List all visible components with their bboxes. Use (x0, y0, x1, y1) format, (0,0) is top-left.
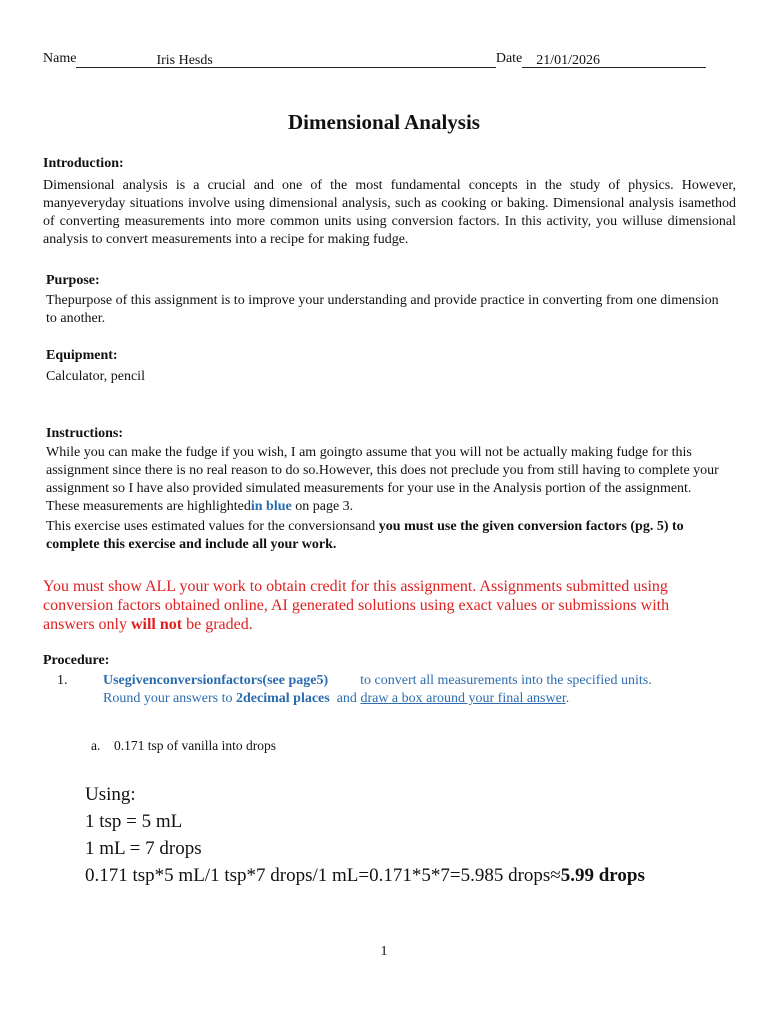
grading-warning (43, 577, 703, 634)
instructions-paragraph-1 (46, 444, 726, 516)
introduction-heading: Introduction: (43, 156, 124, 171)
purpose-heading: Purpose: (46, 273, 100, 288)
warning-bold: will not (130, 616, 183, 633)
instructions-heading: Instructions: (46, 426, 124, 441)
sub-item-letter: a. (91, 738, 101, 753)
name-value: Iris Hesds (156, 53, 213, 68)
work-calculation (85, 862, 645, 889)
period: . (565, 691, 570, 706)
name-blank-right (213, 52, 496, 68)
page-title: Dimensional Analysis (288, 110, 480, 134)
name-label: Name (43, 51, 77, 66)
date-label: Date (495, 51, 523, 66)
calculation-text: 0.171 tsp*5 mL/1 tsp*7 drops/1 mL=0.171*5*7=5.985 drops≈ (85, 865, 561, 886)
warning-text-end: be graded. (182, 616, 253, 633)
procedure-step-number: 1. (57, 673, 68, 688)
instructions-text-end: on page 3. (291, 499, 354, 514)
procedure-heading: Procedure: (43, 653, 110, 668)
purpose-text: Thepurpose of this assignment is to improve your understanding and provide practice in converting from one dimension to another. (46, 293, 719, 326)
name-blank-left (76, 52, 156, 68)
decimal-places-bold: 2decimal places (236, 691, 330, 706)
date-blank-left (522, 52, 536, 68)
procedure-step-bold: Usegivenconversionfactors(see page5) (103, 673, 329, 688)
instructions-note-bold: you must use the given conversion factors (pg. 5) to complete this exercise and include all your work. (46, 519, 684, 552)
and-text: and (329, 691, 361, 706)
date-value: 21/01/2026 (536, 53, 601, 68)
introduction-text: Dimensional analysis is a crucial and one of the most fundamental concepts in the study of physics. However, manyeveryday situations involve using dimensional analysis, such as cooking or baking. Dimensional analysis isamethod of converting measurements into more common units using conversion factors. In this activity, you willuse dimensional analysis to convert measurements into a recipe for making fudge. (43, 178, 736, 247)
equipment-text: Calculator, pencil (46, 369, 145, 384)
instructions-paragraph-2 (46, 518, 736, 554)
header-line (43, 50, 733, 68)
final-answer: 5.99 drops (560, 865, 645, 886)
instructions-note: This exercise uses estimated values for the conversionsand (46, 519, 379, 534)
work-conversion-1: 1 tsp = 5 mL (85, 811, 183, 832)
date-blank-right (600, 52, 706, 68)
procedure-step-text: to convert all measurements into the specified units. (360, 673, 652, 688)
page-number: 1 (380, 944, 388, 959)
warning-text: You must show ALL your work to obtain credit for this assignment. Assignments submitted using conversion factors obtained online, AI generated solutions using exact values or submissions with answers only (43, 578, 670, 633)
procedure-step-line-1 (103, 672, 652, 690)
box-answer-underlined: draw a box around your final answer (360, 691, 566, 706)
sub-item-text: 0.171 tsp of vanilla into drops (114, 738, 276, 753)
instructions-text: While you can make the fudge if you wish, I am goingto assume that you will not be actually making fudge for this assignment since there is no real reason to do so.However, this does not preclude you from still having to complete your assignment so I have also provided simulated measurements for your use in the Analysis portion of the assignment. These measurements are highlighted (46, 445, 719, 514)
equipment-heading: Equipment: (46, 348, 118, 363)
procedure-step-line-2 (103, 690, 569, 708)
highlight-in-blue: in blue (250, 499, 292, 514)
work-conversion-2: 1 mL = 7 drops (85, 838, 202, 859)
work-using: Using: (85, 784, 136, 805)
round-text: Round your answers to (103, 691, 236, 706)
